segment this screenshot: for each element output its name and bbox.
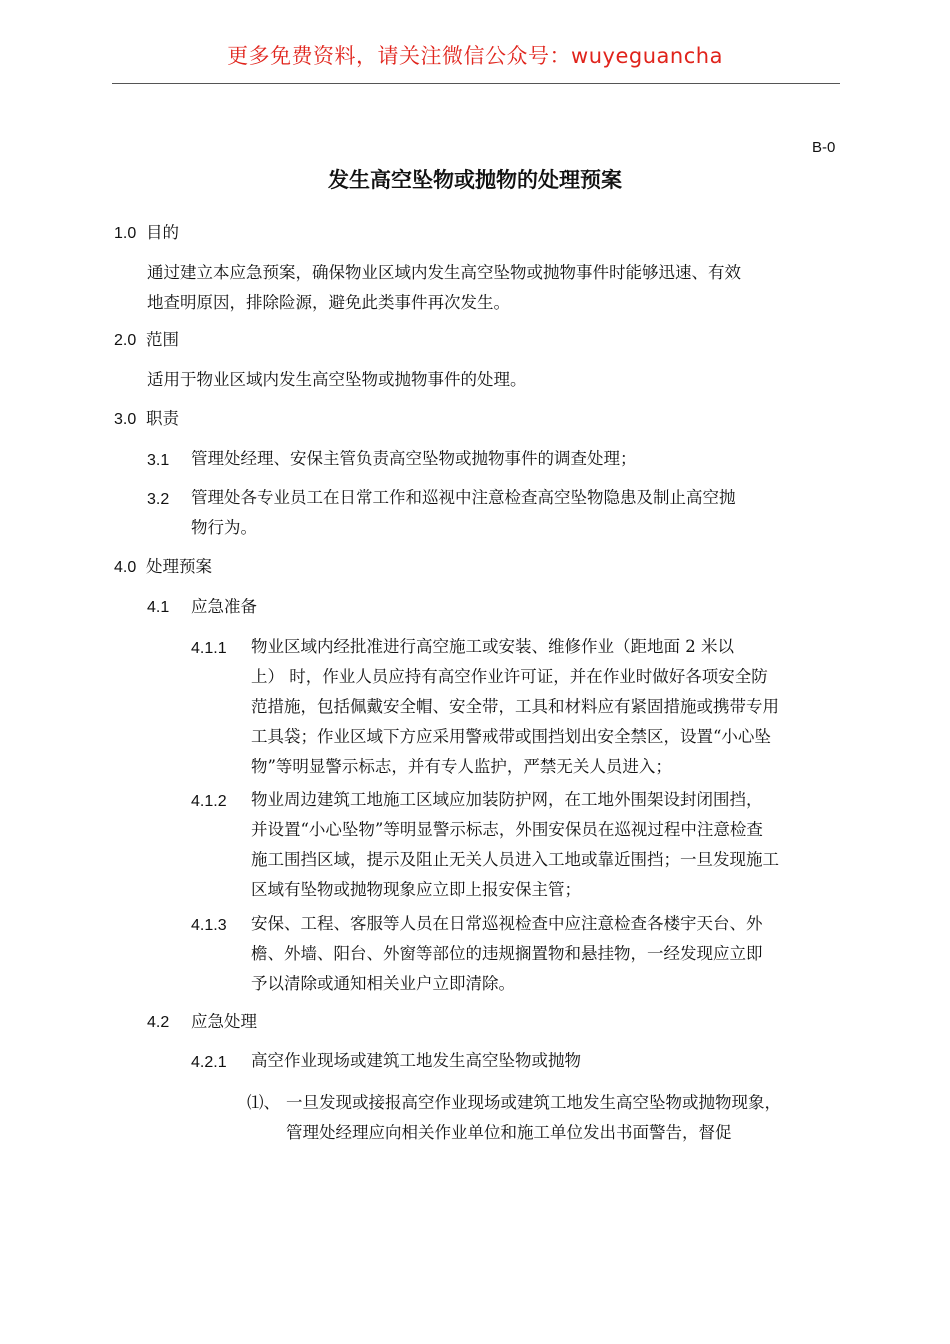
- section-2-body: [147, 365, 527, 395]
- text-line: 范措施，包括佩戴安全帽、安全带，工具和材料应有紧固措施或携带专用: [251, 697, 779, 716]
- item-4-2-number: 4.2: [147, 1014, 170, 1031]
- item-4-1-heading: 应急准备: [191, 597, 257, 616]
- text-line: 安保、工程、客服等人员在日常巡视检查中应注意检查各楼宇天台、外: [251, 914, 763, 933]
- paragraph-1-marker: ⑴、: [247, 1093, 280, 1112]
- item-4-1-3-body: [251, 909, 763, 999]
- section-1-number: 1.0: [114, 225, 137, 242]
- section-2-number: 2.0: [114, 332, 137, 349]
- section-3-heading: 职责: [146, 409, 179, 428]
- item-4-1-2-body: [251, 785, 779, 905]
- item-4-1-1-number: 4.1.1: [191, 640, 227, 657]
- item-4-2-1-number: 4.2.1: [191, 1054, 227, 1071]
- item-3-2-number: 3.2: [147, 491, 170, 508]
- top-banner: 更多免费资料，请关注微信公众号：wuyeguancha: [227, 44, 723, 68]
- text-line: 物业区域内经批准进行高空施工或安装、维修作业（距地面 2 米以: [251, 637, 734, 656]
- paragraph-1-body: [286, 1088, 781, 1148]
- text-line: 管理处经理、安保主管负责高空坠物或抛物事件的调查处理；: [191, 449, 637, 468]
- section-4-heading: 处理预案: [146, 557, 212, 576]
- section-3-number: 3.0: [114, 411, 137, 428]
- text-line: 通过建立本应急预案，确保物业区域内发生高空坠物或抛物事件时能够迅速、有效: [147, 263, 741, 282]
- item-4-1-3-number: 4.1.3: [191, 917, 227, 934]
- text-line: 区域有坠物或抛物现象应立即上报安保主管；: [251, 880, 581, 899]
- text-line: 物”等明显警示标志，并有专人监护，严禁无关人员进入；: [251, 757, 672, 776]
- text-line: 檐、外墙、阳台、外窗等部位的违规搁置物和悬挂物，一经发现应立即: [251, 944, 763, 963]
- section-4-number: 4.0: [114, 559, 137, 576]
- text-line: 一旦发现或接报高空作业现场或建筑工地发生高空坠物或抛物现象，: [286, 1093, 781, 1112]
- text-line: 工具袋；作业区域下方应采用警戒带或围挡划出安全禁区，设置“小心坠: [251, 727, 771, 746]
- item-3-1-number: 3.1: [147, 452, 170, 469]
- document-title: 发生高空坠物或抛物的处理预案: [328, 168, 622, 192]
- text-line: 管理处经理应向相关作业单位和施工单位发出书面警告，督促: [286, 1123, 732, 1142]
- item-4-2-1-heading: 高空作业现场或建筑工地发生高空坠物或抛物: [251, 1051, 581, 1070]
- document-code: B-0: [812, 139, 836, 156]
- text-line: 上） 时，作业人员应持有高空作业许可证，并在作业时做好各项安全防: [251, 667, 768, 686]
- text-line: 并设置“小心坠物”等明显警示标志，外围安保员在巡视过程中注意检查: [251, 820, 763, 839]
- item-4-1-1-body: [251, 632, 779, 782]
- item-4-1-number: 4.1: [147, 599, 170, 616]
- section-1-body: [147, 258, 741, 318]
- text-line: 适用于物业区域内发生高空坠物或抛物事件的处理。: [147, 370, 527, 389]
- item-3-1-body: [191, 444, 637, 474]
- item-3-2-body: [191, 483, 736, 543]
- text-line: 予以清除或通知相关业户立即清除。: [251, 974, 515, 993]
- text-line: 物行为。: [191, 518, 257, 537]
- item-4-2-heading: 应急处理: [191, 1012, 257, 1031]
- banner-divider: [112, 83, 840, 84]
- text-line: 施工围挡区域，提示及阻止无关人员进入工地或靠近围挡；一旦发现施工: [251, 850, 779, 869]
- section-2-heading: 范围: [146, 330, 179, 349]
- text-line: 管理处各专业员工在日常工作和巡视中注意检查高空坠物隐患及制止高空抛: [191, 488, 736, 507]
- text-line: 物业周边建筑工地施工区域应加装防护网，在工地外围架设封闭围挡，: [251, 790, 763, 809]
- text-line: 地查明原因，排除险源，避免此类事件再次发生。: [147, 293, 510, 312]
- item-4-1-2-number: 4.1.2: [191, 793, 227, 810]
- section-1-heading: 目的: [146, 223, 179, 242]
